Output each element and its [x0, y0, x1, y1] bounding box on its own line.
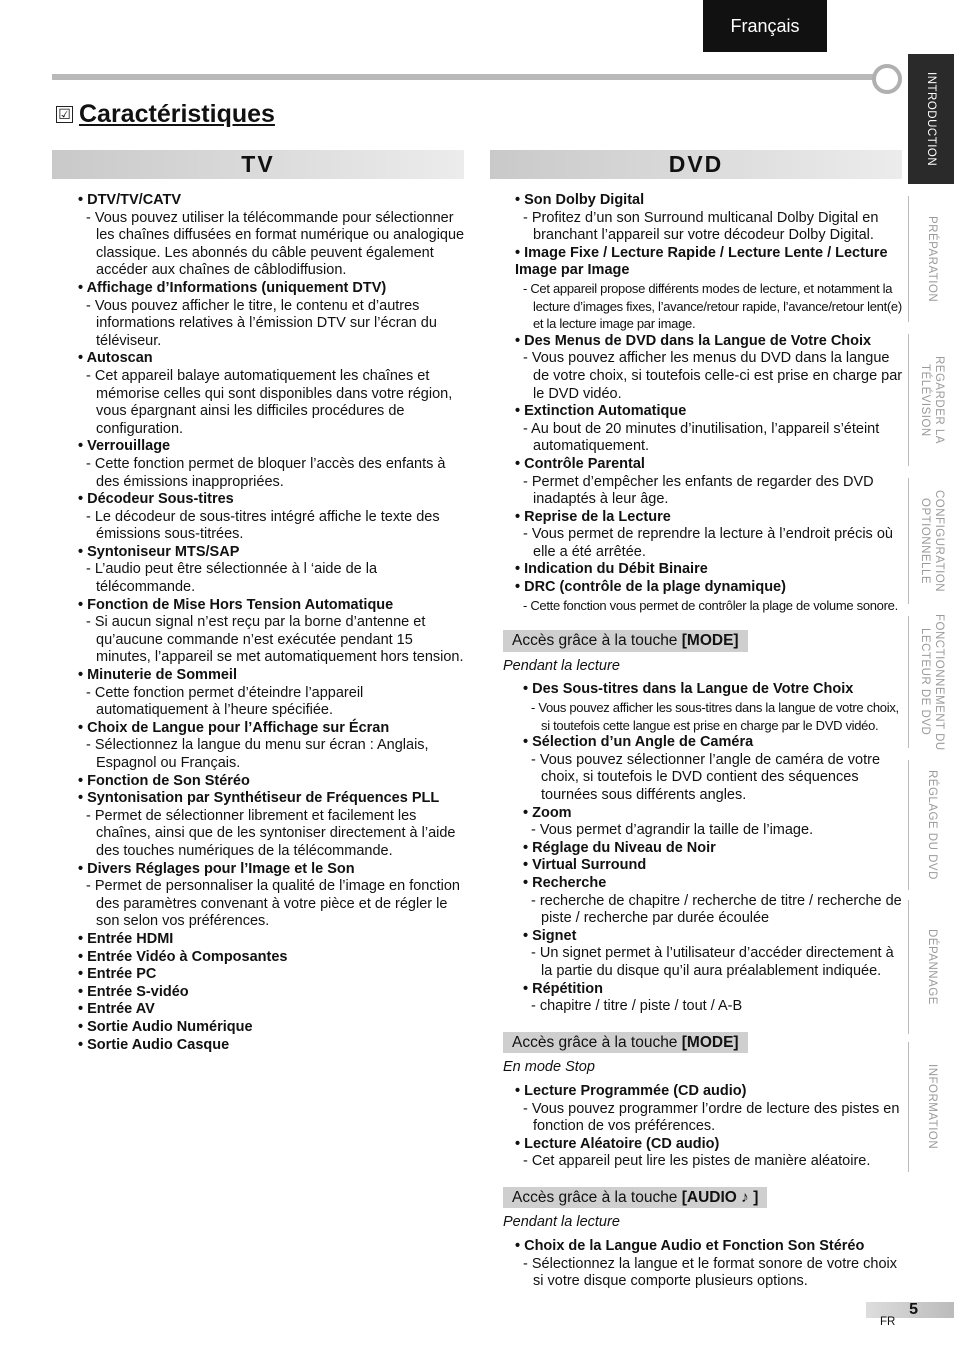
mode-access-label [503, 1187, 767, 1209]
mode-access-prefix: Accès grâce à la touche [512, 632, 682, 650]
sidebar-tab-label: CONFIGURATION OPTIONNELLE [919, 489, 945, 593]
mode-access-key: [MODE] [681, 632, 739, 650]
feature-item [78, 720, 466, 773]
feature-heading: • Minuterie de Sommeil [78, 667, 237, 684]
feature-item [78, 350, 466, 438]
mode-access-prefix: Accès grâce à la touche [512, 1033, 682, 1051]
feature-description: - Cette fonction permet d’éteindre l’appareil automatiquement à l’heure spécifiée. [86, 684, 364, 719]
feature-description: - Permet de personnaliser la qualité de l’image en fonction des paramètres convenant à votre pièce et de régler le son selon vos préférences. [86, 878, 460, 930]
feature-item [515, 734, 907, 804]
feature-heading: • Syntonisation par Synthétiseur de Fréquences PLL [78, 790, 440, 807]
header-rule-circle [872, 64, 902, 94]
feature-description: - Cette fonction permet de bloquer l’accès des enfants à des émissions inappropriées. [86, 455, 446, 490]
feature-heading: • Fonction de Son Stéréo [78, 772, 250, 789]
mode-access-label [503, 630, 748, 652]
feature-heading: • Affichage d’Informations (uniquement DTV) [78, 279, 387, 296]
feature-heading: • Choix de la Langue Audio et Fonction Son Stéréo [515, 1238, 865, 1255]
feature-heading: • Son Dolby Digital [515, 192, 645, 208]
feature-description: - Vous pouvez afficher les menus du DVD dans la langue de votre choix, si toutefois celle-ci est prise en charge par le DVD vidéo. [523, 350, 903, 402]
feature-item [78, 280, 466, 350]
mode-context: Pendant la lecture [503, 1214, 620, 1231]
feature-item [78, 667, 466, 720]
sidebar-tab-label: INFORMATION [926, 1064, 938, 1150]
feature-item [515, 245, 907, 333]
mode-context: Pendant la lecture [503, 657, 620, 674]
feature-item [515, 456, 907, 509]
feature-heading: • Sortie Audio Numérique [78, 1018, 253, 1035]
feature-heading: • DRC (contrôle de la plage dynamique) [515, 579, 786, 596]
feature-description: - Cet appareil peut lire les pistes de manière aléatoire. [523, 1153, 871, 1170]
feature-heading: • Extinction Automatique [515, 403, 687, 420]
feature-item [515, 875, 907, 928]
tv-feature-list [78, 192, 466, 1054]
feature-heading: • Contrôle Parental [515, 455, 645, 472]
sidebar-tab[interactable] [908, 900, 954, 1034]
feature-description: - Vous pouvez afficher le titre, le contenu et d’autres informations relatives à l’émission DTV sur l’écran du téléviseur. [86, 297, 437, 349]
feature-item [78, 544, 466, 597]
feature-item [78, 1037, 466, 1055]
feature-item [78, 491, 466, 544]
page-title-text: Caractéristiques [79, 100, 275, 128]
feature-item [78, 931, 466, 949]
feature-description: - L’audio peut être sélectionnée à l ‘aide de la télécommande. [86, 561, 378, 596]
feature-description: - Cette fonction vous permet de contrôler la plage de volume sonore. [523, 597, 898, 613]
sidebar-tab-label: INTRODUCTION [925, 71, 937, 167]
feature-heading: • Réglage du Niveau de Noir [523, 839, 716, 856]
feature-heading: • Recherche [523, 874, 607, 891]
feature-heading: • Verrouillage [78, 438, 171, 455]
sidebar-tab[interactable] [908, 196, 954, 322]
mode-access-label [503, 1032, 748, 1054]
feature-item [515, 857, 907, 875]
feature-item [78, 192, 466, 280]
feature-heading: • Image Fixe / Lecture Rapide / Lecture Lente / Lecture Image par Image [515, 244, 888, 279]
feature-heading: • Fonction de Mise Hors Tension Automatique [78, 596, 394, 613]
feature-item [515, 561, 907, 579]
feature-item [515, 1083, 907, 1136]
sidebar-tab[interactable] [908, 478, 954, 604]
feature-description: - Sélectionnez la langue et le format sonore de votre choix si votre disque comporte plusieurs options. [523, 1255, 897, 1290]
feature-heading: • Lecture Programmée (CD audio) [515, 1082, 747, 1099]
feature-description: - Au bout de 20 minutes d’inutilisation, l’appareil s’éteint automatiquement. [523, 420, 880, 455]
feature-description: - Permet de sélectionner librement et facilement les chaînes, ainsi que de les syntoniser directement à l’aide des touches numériques de la télécommande. [86, 807, 456, 859]
feature-item [515, 579, 907, 614]
feature-heading: • Signet [523, 927, 577, 944]
page-number: 5 [866, 1302, 954, 1318]
sidebar-tab-label: REGARDER LA TÉLÉVISION [919, 356, 945, 444]
sidebar-tab[interactable] [908, 334, 954, 466]
feature-description: - Vous permet de reprendre la lecture à l’endroit précis où elle a été arrêtée. [523, 526, 893, 560]
feature-description: - recherche de chapitre / recherche de titre / recherche de piste / recherche par durée écoulée [531, 892, 902, 927]
feature-item [515, 192, 907, 245]
feature-item [515, 805, 907, 840]
feature-description: - chapitre / titre / piste / tout / A-B [531, 998, 743, 1015]
sidebar-tab[interactable] [908, 760, 954, 890]
feature-item [78, 966, 466, 984]
feature-heading: • Des Menus de DVD dans la Langue de Votre Choix [515, 332, 872, 349]
feature-item [515, 840, 907, 858]
mode-access-key: [AUDIO ♪ ] [681, 1188, 759, 1206]
mode-context: En mode Stop [503, 1059, 595, 1076]
feature-item [515, 403, 907, 456]
sidebar-tab-label: PRÉPARATION [926, 215, 938, 303]
feature-item [78, 1019, 466, 1037]
feature-item [78, 773, 466, 791]
feature-heading: • Décodeur Sous-titres [78, 491, 234, 508]
mode-access-prefix: Accès grâce à la touche [512, 1188, 682, 1206]
feature-heading: • Entrée PC [78, 966, 157, 983]
feature-heading: • Sélection d’un Angle de Caméra [523, 734, 754, 751]
feature-description: - Sélectionnez la langue du menu sur écran : Anglais, Espagnol ou Français. [86, 737, 429, 771]
feature-heading: • Indication du Débit Binaire [515, 561, 708, 578]
sidebar-tab[interactable] [908, 54, 954, 184]
feature-item [78, 1001, 466, 1019]
feature-item [515, 509, 907, 562]
feature-description: - Vous pouvez afficher les sous-titres dans la langue de votre choix, si toutefois cette langue est prise en charge par le DVD vidéo. [531, 700, 899, 733]
feature-heading: • Entrée Vidéo à Composantes [78, 948, 288, 965]
feature-description: - Profitez d’un son Surround multicanal Dolby Digital en branchant l’appareil sur votre décodeur Dolby Digital. [523, 209, 879, 244]
feature-heading: • Entrée HDMI [78, 930, 174, 947]
feature-heading: • Autoscan [78, 350, 153, 367]
feature-item [515, 1238, 907, 1291]
feature-description: - Vous pouvez utiliser la télécommande pour sélectionner les chaînes diffusées en format numérique ou analogique classique. Les abonnés du câble peuvent également accéder aux chaînes de câblodiffusion. [86, 209, 465, 279]
feature-heading: • DTV/TV/CATV [78, 192, 182, 208]
feature-description: - Le décodeur de sous-titres intégré affiche le texte des émissions sous-titrées. [86, 508, 440, 543]
feature-heading: • Entrée S-vidéo [78, 983, 189, 1000]
checkbox-icon: ☑ [56, 106, 73, 123]
feature-item [515, 1136, 907, 1171]
feature-heading: • Zoom [523, 804, 572, 821]
sidebar-tab-label: RÉGLAGE DU DVD [926, 770, 938, 880]
feature-heading: • Choix de Langue pour l’Affichage sur Écran [78, 719, 390, 736]
feature-item [515, 981, 907, 1016]
feature-description: - Vous pouvez programmer l’ordre de lecture des pistes en fonction de vos préférences. [523, 1100, 900, 1135]
feature-heading: • Syntoniseur MTS/SAP [78, 543, 240, 560]
feature-heading: • Divers Réglages pour l’Image et le Son [78, 860, 355, 877]
feature-description: - Cet appareil propose différents modes de lecture, et notamment la lecture d’images fixes, l’avance/retour rapide, l’avance/retour lent(e) et la lecture image par image. [523, 280, 902, 332]
page-title [56, 100, 275, 129]
feature-heading: • Sortie Audio Casque [78, 1036, 230, 1053]
feature-heading: • Reprise de la Lecture [515, 508, 671, 525]
feature-item [78, 597, 466, 667]
header-rule [52, 74, 880, 80]
feature-item [78, 861, 466, 931]
feature-heading: • Virtual Surround [523, 857, 647, 874]
feature-item [515, 928, 907, 981]
feature-heading: • Lecture Aléatoire (CD audio) [515, 1135, 720, 1152]
feature-description: - Vous permet d’agrandir la taille de l’image. [531, 822, 814, 839]
feature-heading: • Des Sous-titres dans la Langue de Votre Choix [523, 681, 854, 698]
sidebar-tab[interactable] [908, 613, 954, 751]
sidebar-tab-label: DÉPANNAGE [926, 929, 938, 1005]
feature-heading: • Entrée AV [78, 1001, 155, 1018]
page-language: FR [880, 1316, 896, 1328]
feature-description: - Vous pouvez sélectionner l’angle de caméra de votre choix, si toutefois le DVD contient des séquences tournées sous différents angles. [531, 751, 881, 803]
feature-item [515, 333, 907, 403]
feature-description: - Permet d’empêcher les enfants de regarder des DVD inadaptés à leur âge. [523, 473, 874, 508]
feature-item [78, 790, 466, 860]
dvd-feature-list [503, 192, 907, 1291]
sidebar-tab[interactable] [908, 1042, 954, 1172]
feature-item [78, 949, 466, 967]
feature-item [78, 438, 466, 491]
dvd-section-header: DVD [490, 150, 902, 179]
feature-heading: • Répétition [523, 980, 603, 997]
language-tab: Français [703, 0, 827, 52]
tv-section-header: TV [52, 150, 464, 179]
feature-description: - Cet appareil balaye automatiquement les chaînes et mémorise celles qui sont disponibles dans votre région, vous épargnant ainsi les difficiles procédures de configuration. [86, 367, 453, 437]
mode-access-key: [MODE] [681, 1033, 739, 1051]
feature-item [78, 984, 466, 1002]
feature-item [515, 681, 907, 734]
feature-description: - Un signet permet à l’utilisateur d’accéder directement à la partie du disque qu’il aura préalablement indiquée. [531, 945, 894, 979]
feature-description: - Si aucun signal n’est reçu par la borne d’antenne et qu’aucune commande n’est exécutée pendant 15 minutes, l’appareil se met automatiquement hors tension. [86, 614, 464, 666]
sidebar-tab-label: FONCTIONNEMENT DU LECTEUR DE DVD [919, 613, 945, 751]
